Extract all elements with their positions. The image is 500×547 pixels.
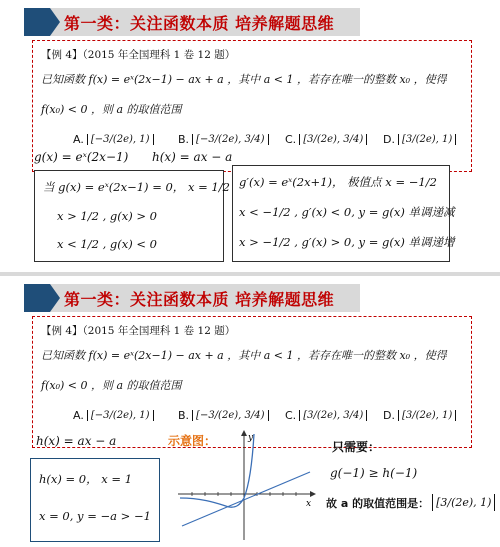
h-analysis-line1: h(x) = 0， x = 1 (39, 472, 133, 486)
g-definition: g(x) = eˣ(2x−1) (34, 150, 129, 164)
banner-tab-marker (24, 8, 50, 36)
zero-analysis-line3: x < 1/2 , g(x) < 0 (57, 237, 157, 251)
y-axis-arrow (241, 430, 247, 436)
example-statement-line1: 已知函数 f(x) = eˣ(2x−1) − ax + a ，其中 a < 1 ，若存在唯一的整数 x₀ ，使得 (41, 73, 447, 86)
option-b: B. [−3/(2e), 3/4) (178, 409, 269, 422)
section-banner (24, 284, 360, 312)
x-axis-arrow (310, 491, 316, 497)
option-a: A. [−3/(2e), 1) (73, 133, 154, 146)
g-curve (180, 434, 254, 507)
example-title: 【例 4】（2015 年全国理科 1 卷 12 题） (41, 325, 236, 337)
h-definition: h(x) = ax − a (152, 150, 233, 164)
h-definition: h(x) = ax − a (36, 434, 117, 448)
need-label: 只需要： (332, 440, 381, 454)
section-banner (24, 8, 360, 36)
derivative-analysis-box (232, 165, 455, 262)
option-d: D. [3/(2e), 1) (383, 409, 456, 422)
slide-panel-top (10, 0, 490, 272)
banner-title: 第一类：关注函数本质 培养解题思维 (64, 14, 335, 33)
condition-inequality: g(−1) ≥ h(−1) (330, 466, 418, 480)
option-a: A. [−3/(2e), 1) (73, 409, 154, 422)
option-c: C. [3/(2e), 3/4) (285, 409, 367, 422)
banner-tab-marker (24, 284, 50, 312)
answer-row (326, 494, 495, 511)
derivative-line3: x > −1/2 , g′(x) > 0, y = g(x) 单调递增 (239, 235, 455, 249)
banner-title: 第一类：关注函数本质 培养解题思维 (64, 290, 335, 309)
derivative-line1: g′(x) = eˣ(2x+1)， 极值点 x = −1/2 (239, 175, 437, 189)
h-line (182, 472, 310, 526)
zero-analysis-box (34, 170, 230, 262)
derivative-line2: x < −1/2 , g′(x) < 0, y = g(x) 单调递减 (239, 205, 455, 219)
option-b: B. [−3/(2e), 3/4) (178, 133, 269, 146)
x-axis-label: x (306, 499, 312, 509)
h-analysis-box (30, 458, 160, 542)
example-statement-line1: 已知函数 f(x) = eˣ(2x−1) − ax + a ，其中 a < 1 ，若存在唯一的整数 x₀ ，使得 (41, 349, 447, 362)
option-d: D. [3/(2e), 1) (383, 133, 456, 146)
zero-analysis-line2: x > 1/2 , g(x) > 0 (57, 209, 157, 223)
zero-analysis-line1: 当 g(x) = eˣ(2x−1) = 0， x = 1/2 (43, 180, 230, 194)
sketch-label: 示意图： (168, 434, 217, 448)
example-statement-line2: f(x₀) < 0 ，则 a 的取值范围 (41, 103, 182, 116)
h-analysis-line2: x = 0, y = −a > −1 (39, 509, 151, 523)
example-title: 【例 4】（2015 年全国理科 1 卷 12 题） (41, 49, 236, 61)
y-axis-label: y (248, 433, 254, 443)
slide-panel-bottom (10, 276, 490, 547)
answer-prefix: 故 a 的取值范围是： (326, 496, 430, 510)
sketch-graph (174, 428, 316, 544)
option-c: C. [3/(2e), 3/4) (285, 133, 367, 146)
answer-value: [3/(2e), 1) (432, 494, 495, 511)
example-statement-line2: f(x₀) < 0 ，则 a 的取值范围 (41, 379, 182, 392)
